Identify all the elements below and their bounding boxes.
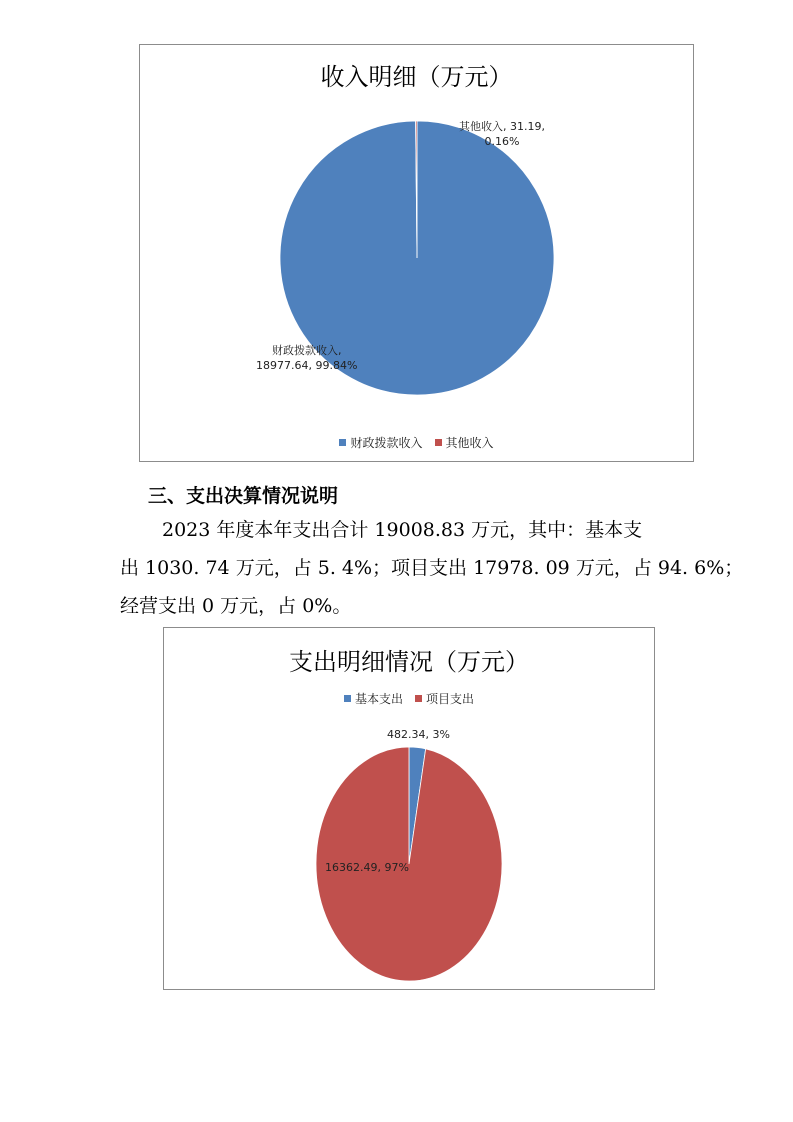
expense-pie — [164, 628, 656, 991]
paragraph-line-3: 经营支出 0 万元，占 0%。 — [120, 595, 352, 617]
income-pie — [140, 45, 695, 463]
legend-label-project-expense: 项目支出 — [426, 692, 475, 706]
data-label-other-income — [459, 119, 545, 149]
legend-item-other-income — [435, 434, 494, 451]
expense-chart-title: 支出明细情况（万元） — [289, 648, 529, 676]
paragraph-line-1: 2023 年度本年支出合计 19008.83 万元，其中：基本支 — [162, 519, 643, 541]
data-label-other-income-line1: 其他收入, 31.19, — [459, 120, 545, 133]
legend-swatch-fiscal-income — [339, 439, 346, 446]
income-chart-title: 收入明细（万元） — [320, 63, 513, 91]
paragraph-line-2: 出 1030. 74 万元，占 5. 4%；项目支出 17978. 09 万元，占 94. 6%； — [120, 557, 744, 579]
income-legend — [140, 434, 693, 451]
legend-item-fiscal-income — [339, 434, 422, 451]
legend-label-basic-expense: 基本支出 — [354, 692, 403, 706]
data-label-fiscal-income — [256, 343, 357, 373]
legend-swatch-other-income — [435, 439, 442, 446]
legend-label-fiscal-income: 财政拨款收入 — [350, 436, 423, 450]
data-label-fiscal-income-line1: 财政拨款收入, — [271, 344, 342, 357]
data-label-fiscal-income-line2: 18977.64, 99.84% — [256, 359, 358, 372]
income-chart — [139, 44, 694, 462]
data-label-project-expense: 16362.49, 97% — [325, 861, 409, 874]
data-label-other-income-line2: 0.16% — [484, 135, 520, 148]
data-label-basic-expense: 482.34, 3% — [387, 728, 450, 741]
legend-label-other-income: 其他收入 — [445, 436, 494, 450]
expense-chart — [163, 627, 655, 990]
section-heading: 三、支出决算情况说明 — [148, 485, 339, 507]
